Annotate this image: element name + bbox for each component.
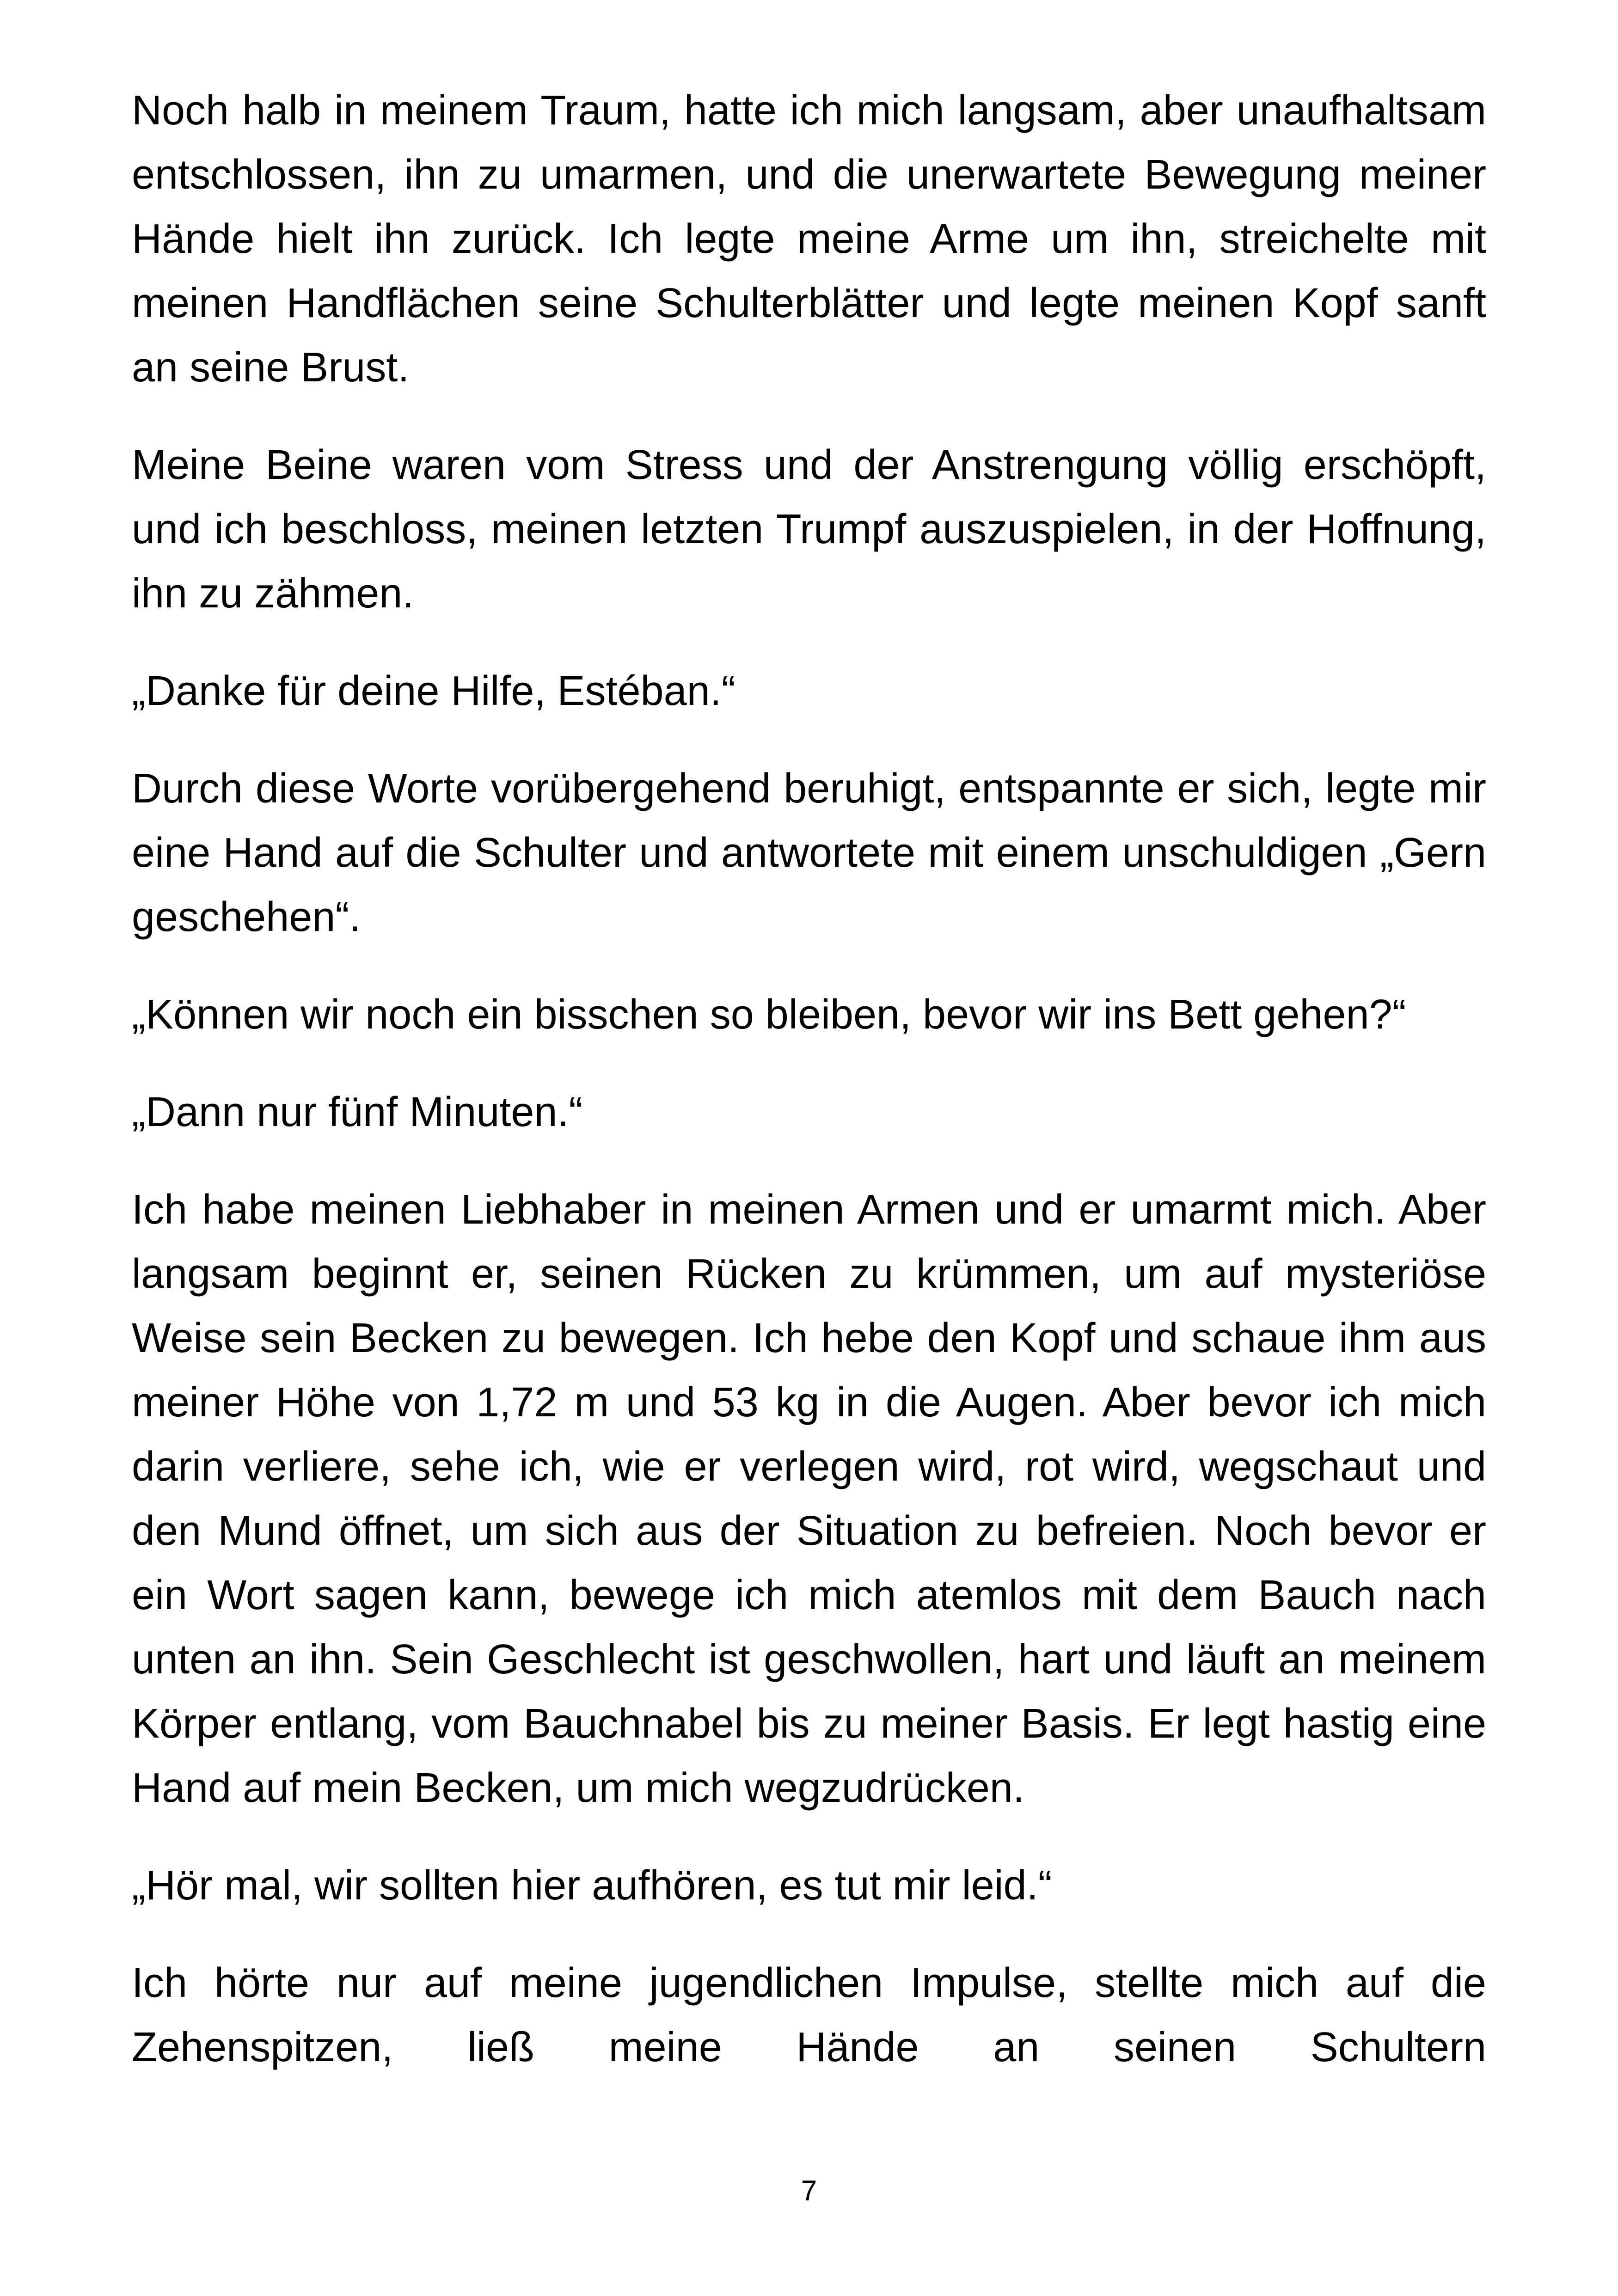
page-number: 7: [801, 2175, 817, 2207]
dialogue-paragraph: „Danke für deine Hilfe, Estéban.“: [132, 668, 735, 714]
dialogue-paragraph: „Dann nur fünf Minuten.“: [132, 1089, 583, 1135]
body-text: [132, 79, 1486, 2080]
paragraph: Ich habe meinen Liebhaber in meinen Armen und er umarmt mich. Aber langsam beginnt er, seinen Rücken zu krümmen, um auf mysteriöse Weise sein Becken zu bewegen. Ich hebe den Kopf und schaue ihm aus meiner Höhe von 1,72 m und 53 kg in die Augen. Aber bevor ich mich darin verliere, sehe ich, wie er verlegen wird, rot wird, wegschaut und den Mund öffnet, um sich aus der Situation zu befreien. Noch bevor er ein Wort sagen kann, bewege ich mich atemlos mit dem Bauch nach unten an ihn. Sein Geschlecht ist geschwollen, hart und läuft an meinem Körper entlang, vom Bauchnabel bis zu meiner Basis. Er legt hastig eine Hand auf mein Becken, um mich wegzudrücken.: [132, 1187, 1486, 1811]
paragraph: Ich hörte nur auf meine jugendlichen Impulse, stellte mich auf die Zehenspitzen, ließ meine Hände an seinen Schultern: [132, 1960, 1486, 2070]
dialogue-paragraph: „Hör mal, wir sollten hier aufhören, es tut mir leid.“: [132, 1862, 1052, 1909]
paragraph: Durch diese Worte vorübergehend beruhigt, entspannte er sich, legte mir eine Hand auf die Schulter und antwortete mit einem unschuldigen „Gern geschehen“.: [132, 765, 1486, 940]
paragraph: Noch halb in meinem Traum, hatte ich mich langsam, aber unaufhaltsam entschlossen, ihn zu umarmen, und die unerwartete Bewegung meiner Hände hielt ihn zurück. Ich legte meine Arme um ihn, streichelte mit meinen Handflächen seine Schulterblätter und legte meinen Kopf sanft an seine Brust.: [132, 87, 1486, 391]
paragraph: Meine Beine waren vom Stress und der Anstrengung völlig erschöpft, und ich beschloss, meinen letzten Trumpf auszuspielen, in der Hoffnung, ihn zu zähmen.: [132, 442, 1486, 617]
dialogue-paragraph: „Können wir noch ein bisschen so bleiben, bevor wir ins Bett gehen?“: [132, 992, 1406, 1038]
